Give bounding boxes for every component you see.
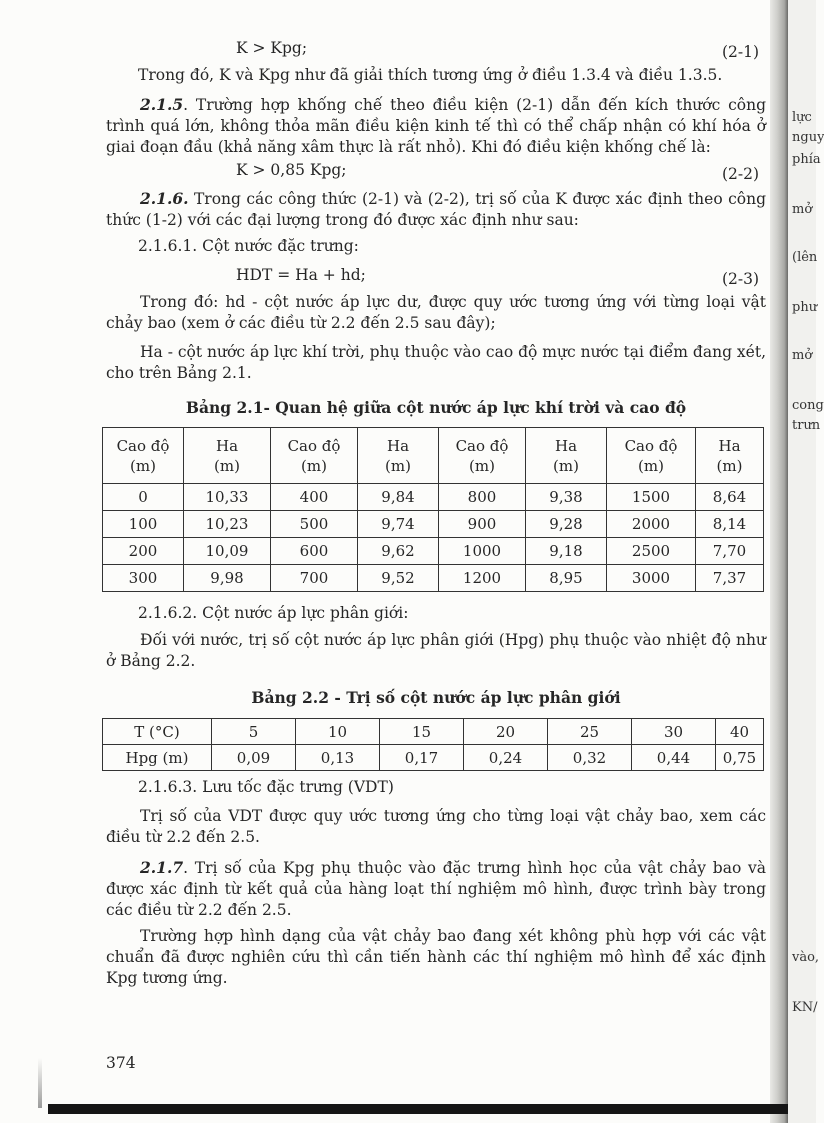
table-row [103, 484, 764, 511]
header-cell: Ha (m) [358, 428, 439, 484]
table-cell: 30 [632, 719, 716, 745]
table-cell: 900 [439, 511, 526, 538]
adjacent-page-text: nguy [792, 130, 824, 145]
table-cell: 0,13 [296, 745, 380, 771]
adjacent-page-text: KN/ [792, 1000, 818, 1015]
section-text: Trong các công thức (2-1) và (2-2), trị số của K được xác định theo công thức (1-2) với các đại lượng trong đó được xác định như sau: [106, 190, 766, 229]
table-row [103, 511, 764, 538]
table-cell: 700 [271, 565, 358, 592]
table-cell: 0,44 [632, 745, 716, 771]
table-cell: 0,17 [380, 745, 464, 771]
table-2-2-caption: Bảng 2.2 - Trị số cột nước áp lực phân giới [251, 688, 621, 707]
adjacent-page-text: phía [792, 152, 821, 167]
table-cell: 10,23 [184, 511, 271, 538]
table-cell: 25 [548, 719, 632, 745]
table-cell: 9,38 [526, 484, 607, 511]
adjacent-page-text: (lên [792, 250, 818, 265]
table-cell: 0,32 [548, 745, 632, 771]
section-2-1-5 [106, 94, 766, 158]
adjacent-page-text: trưn [792, 418, 821, 433]
table-cell: 9,74 [358, 511, 439, 538]
section-2-1-7 [106, 857, 766, 921]
table-cell: 1000 [439, 538, 526, 565]
table-cell: 8,95 [526, 565, 607, 592]
table-cell: 7,70 [696, 538, 764, 565]
table-cell: 400 [271, 484, 358, 511]
table-cell: 10,33 [184, 484, 271, 511]
table-row [103, 745, 764, 771]
book-spine-shadow [770, 0, 788, 1123]
heading-2-1-6-3: 2.1.6.3. Lưu tốc đặc trưng (VDT) [138, 778, 394, 796]
adjacent-page-edge [788, 0, 824, 1123]
paragraph-hd: Trong đó: hd - cột nước áp lực dư, được quy ước tương ứng với từng loại vật chảy bao (xem ở các điều từ 2.2 đến 2.5 sau đây); [106, 293, 766, 332]
table-cell: 100 [103, 511, 184, 538]
table-cell: 20 [464, 719, 548, 745]
header-cell: Ha (m) [526, 428, 607, 484]
page-number: 374 [106, 1054, 136, 1072]
section-number: 2.1.7 [140, 858, 184, 877]
table-cell: 3000 [607, 565, 696, 592]
header-cell: Ha (m) [696, 428, 764, 484]
table-cell: 800 [439, 484, 526, 511]
table-row [103, 565, 764, 592]
table-cell: 1500 [607, 484, 696, 511]
equation-number-2-1: (2-1) [722, 43, 760, 61]
equation-2-3: HDT = Ha + hd; [236, 266, 366, 284]
table-cell: 200 [103, 538, 184, 565]
table-cell: 5 [212, 719, 296, 745]
adjacent-page-text: phư [792, 300, 818, 315]
header-cell: Cao độ (m) [271, 428, 358, 484]
table-cell: 0 [103, 484, 184, 511]
adjacent-page-text: mở [792, 348, 813, 363]
equation-2-1: K > Kpg; [236, 39, 308, 57]
scan-smudge [38, 1058, 42, 1108]
table-cell: 8,14 [696, 511, 764, 538]
table-cell: 15 [380, 719, 464, 745]
equation-2-2: K > 0,85 Kpg; [236, 161, 347, 179]
adjacent-page-text: vào, [792, 950, 820, 965]
paragraph-k-kpg: Trong đó, K và Kpg như đã giải thích tương ứng ở điều 1.3.4 và điều 1.3.5. [138, 66, 723, 84]
header-cell: Cao độ (m) [607, 428, 696, 484]
paragraph-vdt: Trị số của VDT được quy ước tương ứng cho từng loại vật chảy bao, xem các điều từ 2.2 đến 2.5. [106, 807, 766, 846]
heading-2-1-6-2: 2.1.6.2. Cột nước áp lực phân giới: [138, 604, 409, 622]
header-cell: Ha (m) [184, 428, 271, 484]
table-cell: T (°C) [103, 719, 212, 745]
table-cell: 9,18 [526, 538, 607, 565]
scan-bottom-edge [48, 1104, 788, 1114]
header-cell: Cao độ (m) [439, 428, 526, 484]
section-number: 2.1.5 [140, 95, 184, 114]
section-text: . Trị số của Kpg phụ thuộc vào đặc trưng hình học của vật chảy bao và được xác định từ kết quả của hàng loạt thí nghiệm mô hình, được trình bày trong các điều từ 2.2 đến 2.5. [106, 859, 766, 919]
table-row [103, 538, 764, 565]
paragraph-hpg: Đối với nước, trị số cột nước áp lực phân giới (Hpg) phụ thuộc vào nhiệt độ như ở Bảng 2.2. [106, 631, 766, 670]
table-cell: 1200 [439, 565, 526, 592]
adjacent-page-text: mở [792, 202, 813, 217]
table-cell: 2000 [607, 511, 696, 538]
table-cell: 10,09 [184, 538, 271, 565]
table-cell: 0,09 [212, 745, 296, 771]
heading-2-1-6-1: 2.1.6.1. Cột nước đặc trưng: [138, 237, 359, 255]
table-cell: 8,64 [696, 484, 764, 511]
paragraph-model-tests: Trường hợp hình dạng của vật chảy bao đang xét không phù hợp với các vật chuẩn đã được nghiên cứu thì cần tiến hành các thí nghiệm mô hình để xác định Kpg tương ứng. [106, 927, 766, 987]
section-text: . Trường hợp khống chế theo điều kiện (2-1) dẫn đến kích thước công trình quá lớn, không thỏa mãn điều kiện kinh tế thì có thể chấp nhận có khí hóa ở giai đoạn đầu (khả năng xâm thực là rất nhỏ). Khi đó điều kiện khống chế là: [106, 96, 766, 156]
table-cell: 300 [103, 565, 184, 592]
table-cell: Hpg (m) [103, 745, 212, 771]
table-header-row [103, 428, 764, 484]
table-row [103, 719, 764, 745]
equation-number-2-3: (2-3) [722, 270, 760, 288]
table-cell: 9,98 [184, 565, 271, 592]
table-cell: 0,75 [716, 745, 764, 771]
table-cell: 9,84 [358, 484, 439, 511]
table-2-1 [102, 427, 764, 592]
table-cell: 9,52 [358, 565, 439, 592]
table-2-1-caption: Bảng 2.1- Quan hệ giữa cột nước áp lực khí trời và cao độ [185, 398, 687, 417]
adjacent-page-text: lực [792, 110, 812, 125]
table-cell: 7,37 [696, 565, 764, 592]
table-cell: 40 [716, 719, 764, 745]
adjacent-page-text: cong [792, 398, 824, 413]
table-cell: 500 [271, 511, 358, 538]
table-cell: 9,28 [526, 511, 607, 538]
table-cell: 10 [296, 719, 380, 745]
section-number: 2.1.6. [140, 189, 189, 208]
table-cell: 9,62 [358, 538, 439, 565]
table-cell: 600 [271, 538, 358, 565]
table-2-2 [102, 718, 764, 771]
section-2-1-6 [106, 188, 766, 231]
table-cell: 2500 [607, 538, 696, 565]
equation-number-2-2: (2-2) [722, 165, 760, 183]
header-cell: Cao độ (m) [103, 428, 184, 484]
table-cell: 0,24 [464, 745, 548, 771]
paragraph-ha: Ha - cột nước áp lực khí trời, phụ thuộc vào cao độ mực nước tại điểm đang xét, cho trên Bảng 2.1. [106, 343, 766, 382]
